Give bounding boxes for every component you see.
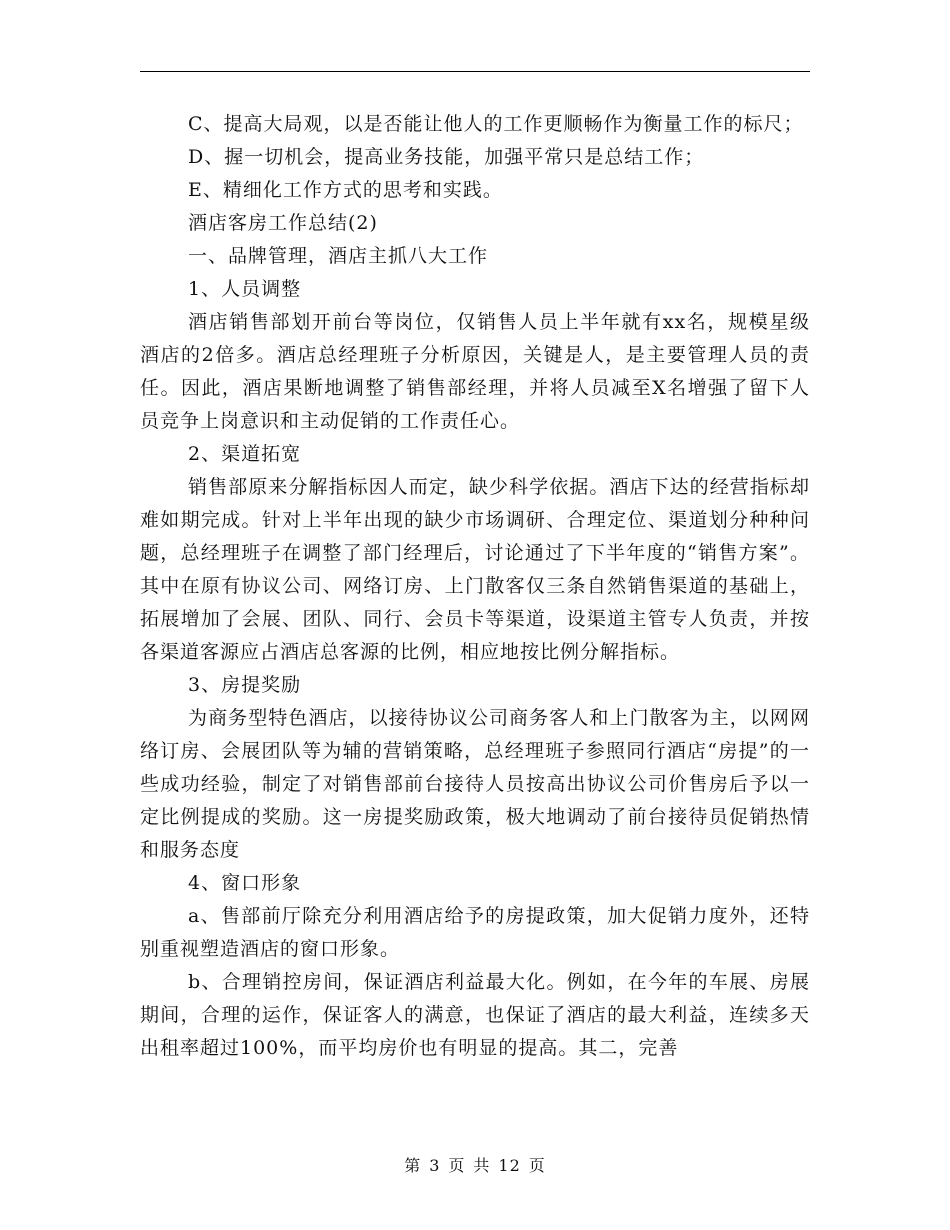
paragraph-room-commission: 为商务型特色酒店，以接待协议公司商务客人和上门散客为主，以网网络订房、会展团队等为辅的营销策略，总经理班子参照同行酒店“房提”的一些成功经验，制定了对销售部前台接待人员按高出协议公司价售房后予以一定比例提成的奖励。这一房提奖励政策，极大地调动了前台接待员促销热情和服务态度: [140, 707, 810, 861]
subheading-window-image: 4、窗口形象: [188, 872, 302, 894]
heading-brand-management: 一、品牌管理，酒店主抓八大工作: [188, 245, 489, 267]
footer-prefix: 第: [404, 1156, 422, 1175]
subheading-channel-expansion: 2、渠道拓宽: [188, 443, 302, 465]
section-title: 酒店客房工作总结(2): [188, 212, 378, 234]
page-footer: [0, 1153, 950, 1176]
document-body: [140, 108, 810, 1065]
page-current: 3: [429, 1156, 441, 1175]
footer-suffix: 页: [528, 1156, 546, 1175]
footer-middle-2: 共: [473, 1156, 491, 1175]
header-rule: [140, 71, 810, 72]
page-total: 12: [498, 1156, 521, 1175]
paragraph-c-item: C、提高大局观，以是否能让他人的工作更顺畅作为衡量工作的标尺；: [188, 113, 804, 135]
subheading-staff-adjustment: 1、人员调整: [188, 278, 302, 300]
paragraph-staff-adjustment: 酒店销售部划开前台等岗位，仅销售人员上半年就有xx名，规模星级酒店的2倍多。酒店总经理班子分析原因，关键是人，是主要管理人员的责任。因此，酒店果断地调整了销售部经理，并将人员减至X名增强了留下人员竞争上岗意识和主动促销的工作责任心。: [140, 311, 810, 432]
paragraph-channel-expansion: 销售部原来分解指标因人而定，缺少科学依据。酒店下达的经营指标却难如期完成。针对上半年出现的缺少市场调研、合理定位、渠道划分种种问题，总经理班子在调整了部门经理后，讨论通过了下半年度的“销售方案”。其中在原有协议公司、网络订房、上门散客仅三条自然销售渠道的基础上，拓展增加了会展、团队、同行、会员卡等渠道，设渠道主管专人负责，并按各渠道客源应占酒店总客源的比例，相应地按比例分解指标。: [140, 476, 810, 663]
paragraph-d-item: D、握一切机会，提高业务技能，加强平常只是总结工作；: [188, 146, 705, 168]
paragraph-window-image-b: b、合理销控房间，保证酒店利益最大化。例如，在今年的车展、房展期间，合理的运作，保证客人的满意，也保证了酒店的最大利益，连续多天出租率超过100%，而平均房价也有明显的提高。其二，完善: [140, 971, 810, 1059]
subheading-room-commission: 3、房提奖励: [188, 674, 302, 696]
paragraph-window-image-a: a、售部前厅除充分利用酒店给予的房提政策，加大促销力度外，还特别重视塑造酒店的窗口形象。: [140, 905, 810, 960]
paragraph-e-item: E、精细化工作方式的思考和实践。: [188, 179, 503, 201]
footer-middle-1: 页: [448, 1156, 466, 1175]
